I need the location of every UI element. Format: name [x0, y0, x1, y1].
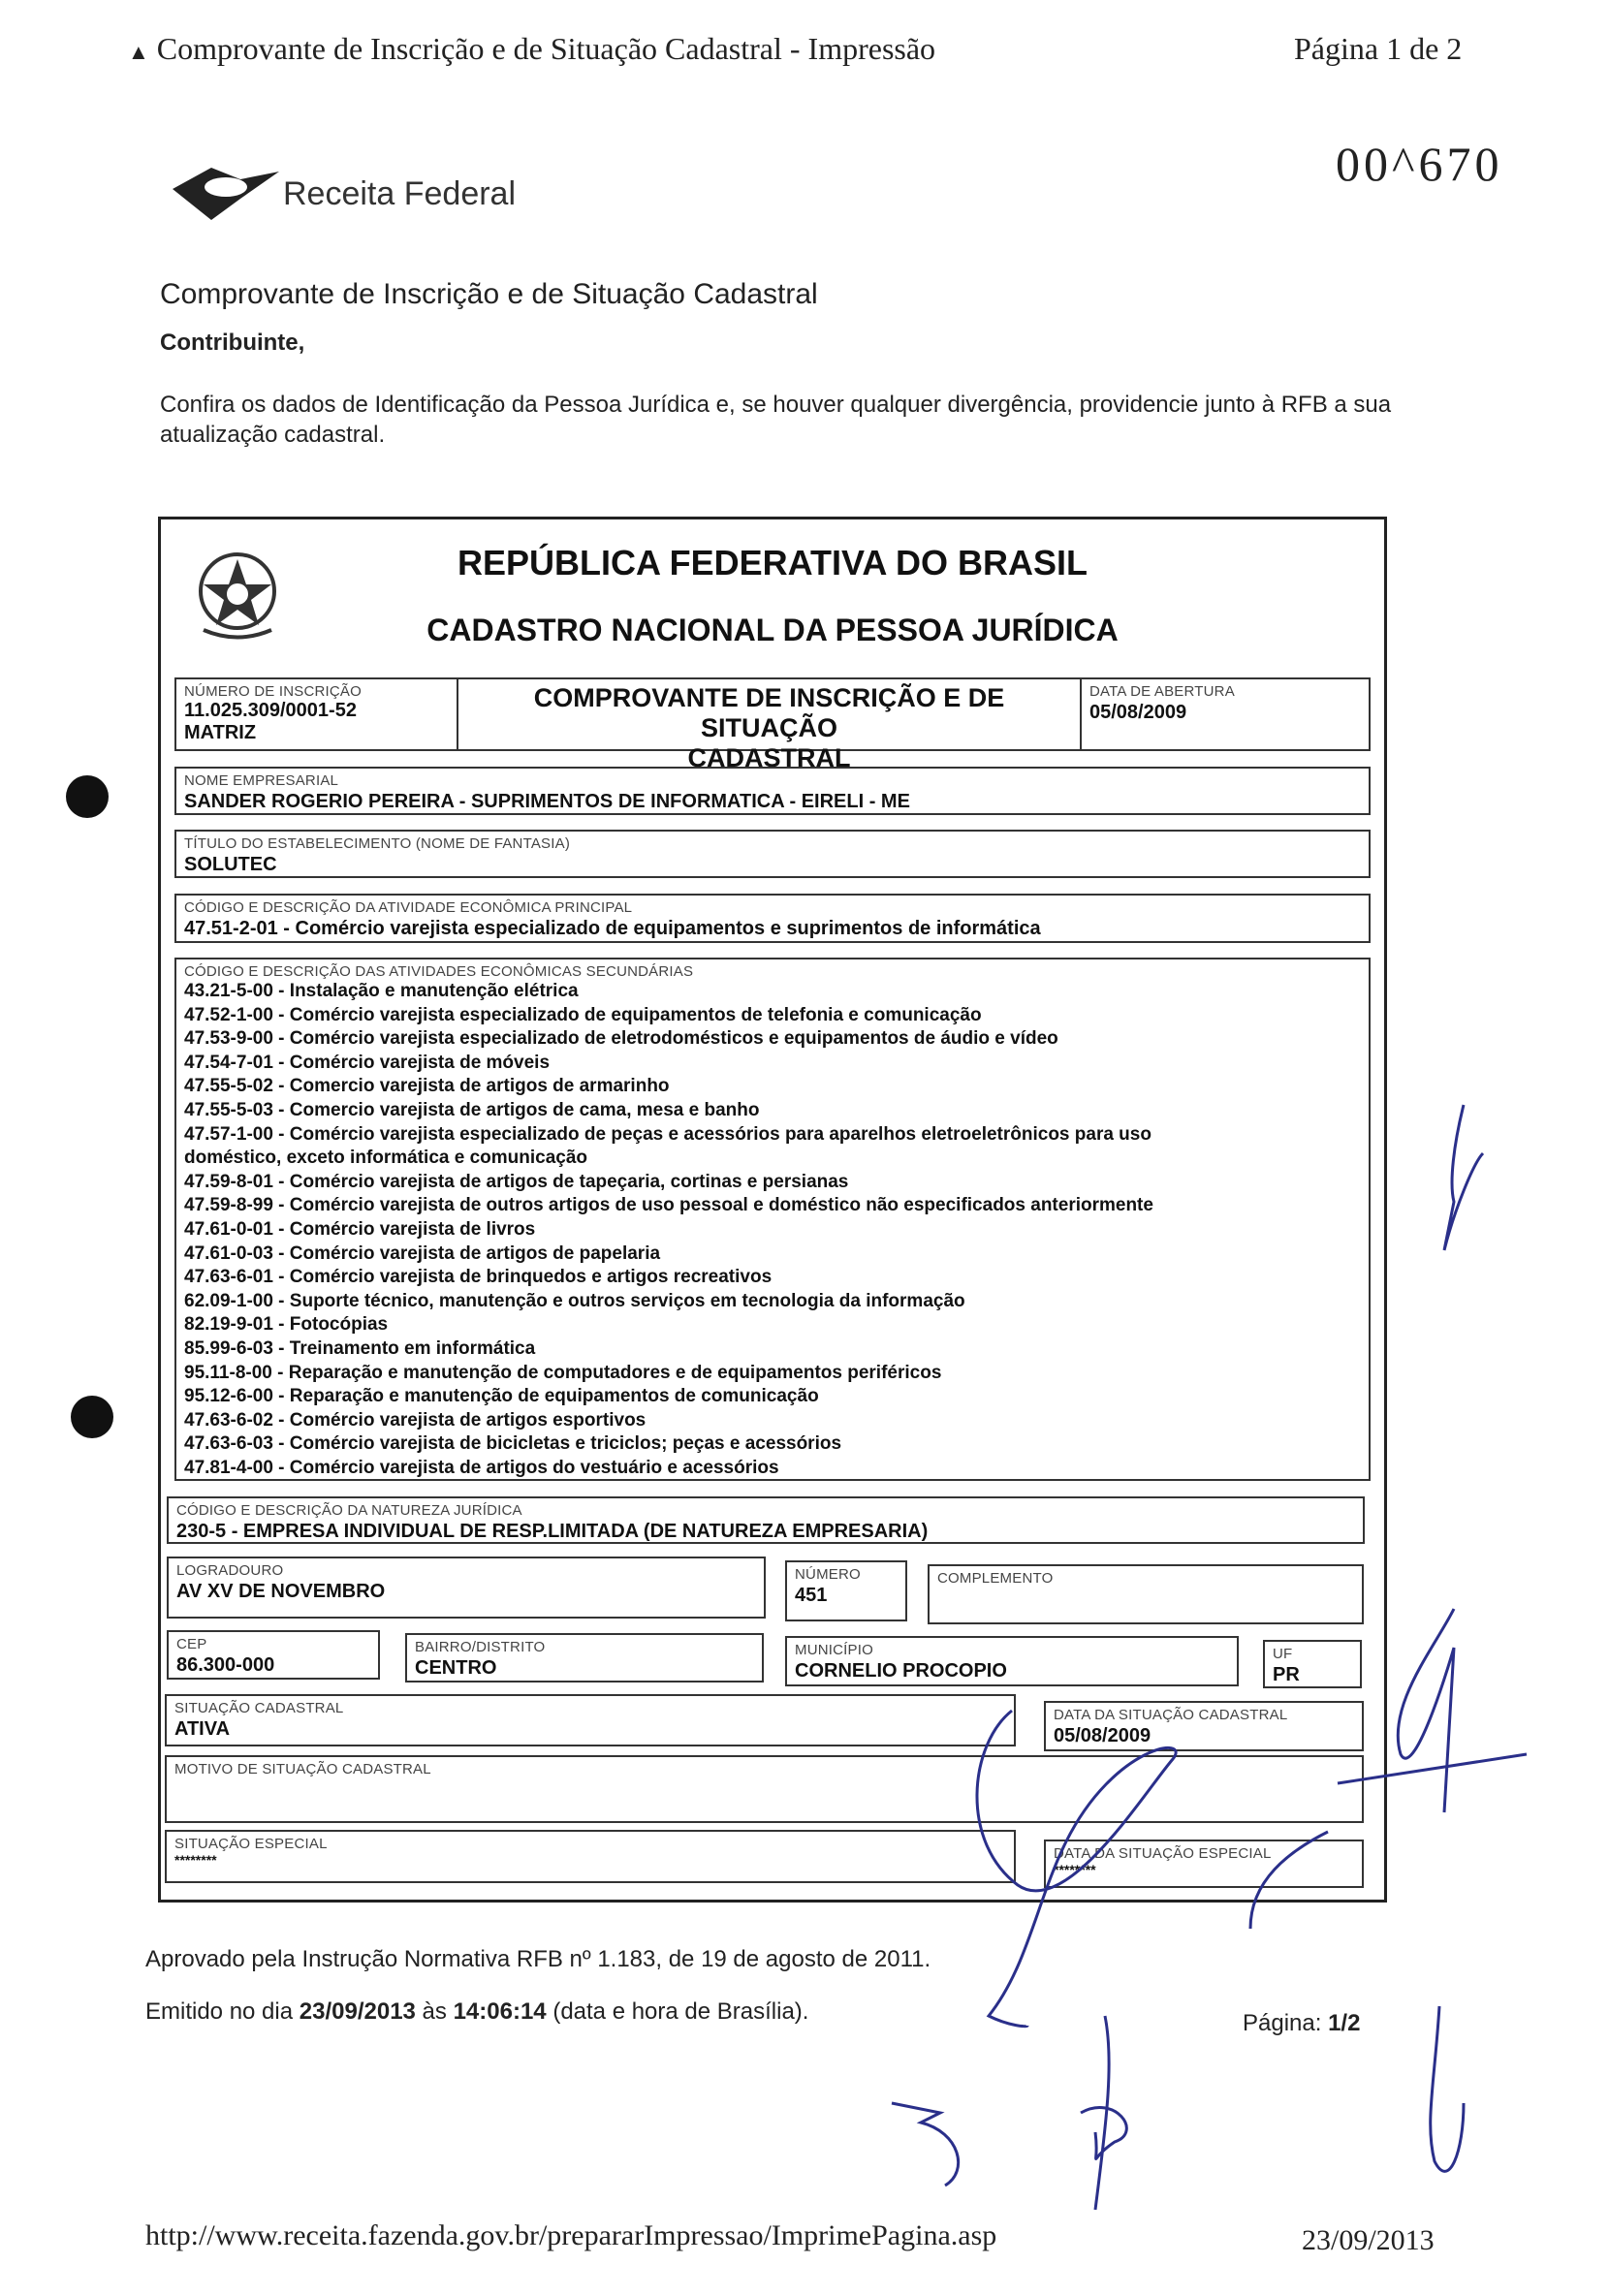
inscricao-tipo: MATRIZ: [184, 722, 257, 743]
emitido-date: 23/09/2013: [299, 1998, 416, 2025]
atividade-secundaria-item: 47.59-8-99 - Comércio varejista de outros artigos de uso pessoal e doméstico não especificados anteriormente: [184, 1195, 1153, 1216]
abertura-value: 05/08/2009: [1089, 702, 1187, 723]
nome-fantasia-field: [174, 830, 1371, 878]
card-heading-cadastro: CADASTRO NACIONAL DA PESSOA JURÍDICA: [426, 613, 1119, 647]
receita-logo-icon: [173, 160, 279, 228]
natureza-label: CÓDIGO E DESCRIÇÃO DA NATUREZA JURÍDICA: [176, 1502, 522, 1519]
atividade-secundaria-item: 47.61-0-03 - Comércio varejista de artigos de papelaria: [184, 1242, 661, 1264]
printer-icon: ▲: [128, 40, 149, 64]
atividade-secundaria-item: 47.63-6-01 - Comércio varejista de brinquedos e artigos recreativos: [184, 1267, 773, 1288]
atividade-secundaria-item: 43.21-5-00 - Instalação e manutenção elétrica: [184, 981, 579, 1001]
natureza-value: 230-5 - EMPRESA INDIVIDUAL DE RESP.LIMITADA (DE NATUREZA EMPRESARIA): [176, 1521, 929, 1542]
atividade-secundaria-item: 47.53-9-00 - Comércio varejista especializado de eletrodomésticos e equipamentos de áudio e vídeo: [184, 1028, 1058, 1050]
municipio-field: [785, 1636, 1239, 1686]
data-situacao-value: 05/08/2009: [1054, 1725, 1152, 1746]
atividade-secundaria-item: 47.81-4-00 - Comércio varejista de artigos do vestuário e acessórios: [184, 1457, 779, 1478]
atividades-secundarias-field: [174, 958, 1371, 1481]
footer-emitido: [145, 1998, 808, 2026]
atividade-secundaria-item: 47.55-5-03 - Comercio varejista de artigos de cama, mesa e banho: [184, 1099, 760, 1120]
atividade-secundaria-item: doméstico, exceto informática e comunicação: [184, 1148, 588, 1169]
abertura-field: [1080, 677, 1371, 751]
atividade-principal-value: 47.51-2-01 - Comércio varejista especializado de equipamentos e suprimentos de informática: [184, 918, 1041, 939]
print-header-title-text: Comprovante de Inscrição e de Situação Cadastral - Impressão: [156, 31, 936, 66]
data-situacao-especial-value: ********: [1054, 1862, 1096, 1877]
pagina-label: Página:: [1243, 2010, 1329, 2036]
logo-text: Receita Federal: [283, 174, 517, 212]
motivo-label: MOTIVO DE SITUAÇÃO CADASTRAL: [174, 1761, 431, 1777]
nome-value: SANDER ROGERIO PEREIRA - SUPRIMENTOS DE INFORMATICA - EIRELI - ME: [184, 791, 910, 812]
bairro-value: CENTRO: [415, 1657, 497, 1679]
municipio-value: CORNELIO PROCOPIO: [795, 1660, 1007, 1682]
data-situacao-especial-field: [1044, 1840, 1364, 1888]
intro-title: Comprovante de Inscrição e de Situação Cadastral: [160, 278, 818, 310]
punch-hole-bottom: [71, 1396, 113, 1438]
cep-label: CEP: [176, 1636, 207, 1652]
data-situacao-especial-label: DATA DA SITUAÇÃO ESPECIAL: [1054, 1845, 1272, 1862]
complemento-label: COMPLEMENTO: [937, 1570, 1054, 1587]
data-situacao-label: DATA DA SITUAÇÃO CADASTRAL: [1054, 1707, 1288, 1723]
stamp-number: 00^670: [1336, 137, 1503, 191]
situacao-especial-label: SITUAÇÃO ESPECIAL: [174, 1836, 328, 1852]
numero-field: [785, 1560, 907, 1621]
logradouro-value: AV XV DE NOVEMBRO: [176, 1581, 386, 1602]
numero-value: 451: [795, 1585, 828, 1606]
print-header-page: Página 1 de 2: [1294, 31, 1463, 66]
uf-field: [1263, 1640, 1362, 1688]
atividade-secundaria-item: 47.63-6-03 - Comércio varejista de bicicletas e triciclos; peças e acessórios: [184, 1433, 842, 1455]
print-footer-date: 23/09/2013: [1302, 2224, 1435, 2256]
motivo-situacao-field: [165, 1755, 1364, 1823]
inscricao-field: [174, 677, 458, 751]
intro-greeting: Contribuinte,: [160, 330, 305, 356]
pagina-value: 1/2: [1328, 2010, 1361, 2036]
emitido-mid: às: [415, 1998, 454, 2025]
uf-value: PR: [1273, 1664, 1300, 1685]
atividade-secundaria-item: 47.59-8-01 - Comércio varejista de artigos de tapeçaria, cortinas e persianas: [184, 1171, 849, 1192]
atividade-principal-field: [174, 894, 1371, 943]
atividade-secundaria-item: 85.99-6-03 - Treinamento em informática: [184, 1337, 536, 1359]
atividade-secundaria-item: 95.11-8-00 - Reparação e manutenção de computadores e de equipamentos periféricos: [184, 1362, 942, 1383]
fantasia-label: TÍTULO DO ESTABELECIMENTO (NOME DE FANTASIA): [184, 835, 571, 852]
abertura-label: DATA DE ABERTURA: [1089, 683, 1235, 700]
atividade-secundaria-item: 47.57-1-00 - Comércio varejista especializado de peças e acessórios para aparelhos eletroeletrônicos para uso: [184, 1123, 1152, 1145]
fantasia-value: SOLUTEC: [184, 854, 277, 875]
print-header-title: [128, 31, 935, 67]
emitido-prefix: Emitido no dia: [145, 1998, 300, 2025]
atividade-secundaria-item: 82.19-9-01 - Fotocópias: [184, 1314, 389, 1336]
situacao-value: ATIVA: [174, 1718, 231, 1740]
inscricao-value: 11.025.309/0001-52: [184, 700, 357, 721]
punch-hole-top: [66, 775, 109, 818]
footer-pagina: [1243, 2010, 1360, 2037]
bairro-label: BAIRRO/DISTRITO: [415, 1639, 546, 1655]
atividade-secundaria-item: 47.54-7-01 - Comércio varejista de móveis: [184, 1052, 551, 1073]
emitido-suffix: (data e hora de Brasília).: [546, 1998, 809, 2025]
comprovante-title-box: [457, 677, 1082, 772]
situacao-cadastral-field: [165, 1694, 1016, 1746]
situacao-label: SITUAÇÃO CADASTRAL: [174, 1700, 344, 1716]
uf-label: UF: [1273, 1646, 1293, 1662]
cep-field: [167, 1630, 380, 1680]
inscricao-label: NÚMERO DE INSCRIÇÃO: [184, 683, 362, 700]
atividade-secundaria-item: 47.55-5-02 - Comercio varejista de artigos de armarinho: [184, 1076, 670, 1097]
logradouro-field: [167, 1557, 766, 1619]
municipio-label: MUNICÍPIO: [795, 1642, 873, 1658]
atividades-secundarias-label: CÓDIGO E DESCRIÇÃO DAS ATIVIDADES ECONÔMICAS SECUNDÁRIAS: [184, 963, 694, 980]
bairro-field: [405, 1633, 764, 1683]
nome-label: NOME EMPRESARIAL: [184, 772, 339, 789]
numero-label: NÚMERO: [795, 1566, 861, 1583]
footer-aprovado: Aprovado pela Instrução Normativa RFB nº 1.183, de 19 de agosto de 2011.: [145, 1946, 931, 1972]
comprovante-title-line2: CADASTRAL: [687, 743, 851, 772]
atividade-secundaria-item: 47.63-6-02 - Comércio varejista de artigos esportivos: [184, 1409, 647, 1431]
atividade-principal-label: CÓDIGO E DESCRIÇÃO DA ATIVIDADE ECONÔMICA PRINCIPAL: [184, 899, 633, 916]
atividades-secundarias-list: [184, 980, 1361, 1480]
card-heading-republica: REPÚBLICA FEDERATIVA DO BRASIL: [457, 543, 1088, 582]
situacao-especial-value: ********: [174, 1852, 217, 1868]
intro-paragraph: Confira os dados de Identificação da Pessoa Jurídica e, se houver qualquer divergência, providencie junto à RFB a sua atualização cadastral.: [160, 392, 1392, 448]
print-footer-url: http://www.receita.fazenda.gov.br/prepararImpressao/ImprimePagina.asp: [145, 2219, 997, 2251]
atividade-secundaria-item: 47.52-1-00 - Comércio varejista especializado de equipamentos de telefonia e comunicação: [184, 1004, 982, 1025]
receita-federal-logo: [173, 160, 516, 228]
data-situacao-field: [1044, 1701, 1364, 1751]
situacao-especial-field: [165, 1830, 1016, 1883]
emitido-time: 14:06:14: [453, 1998, 547, 2025]
comprovante-title-line1: COMPROVANTE DE INSCRIÇÃO E DE SITUAÇÃO: [533, 683, 1005, 742]
logradouro-label: LOGRADOURO: [176, 1562, 284, 1579]
nome-empresarial-field: [174, 767, 1371, 815]
atividade-secundaria-item: 95.12-6-00 - Reparação e manutenção de equipamentos de comunicação: [184, 1386, 819, 1407]
cep-value: 86.300-000: [176, 1654, 275, 1676]
atividade-secundaria-item: 62.09-1-00 - Suporte técnico, manutenção e outros serviços em tecnologia da informação: [184, 1290, 965, 1311]
complemento-field: [928, 1564, 1364, 1624]
natureza-juridica-field: [167, 1496, 1365, 1544]
atividade-secundaria-item: 47.61-0-01 - Comércio varejista de livros: [184, 1218, 536, 1240]
